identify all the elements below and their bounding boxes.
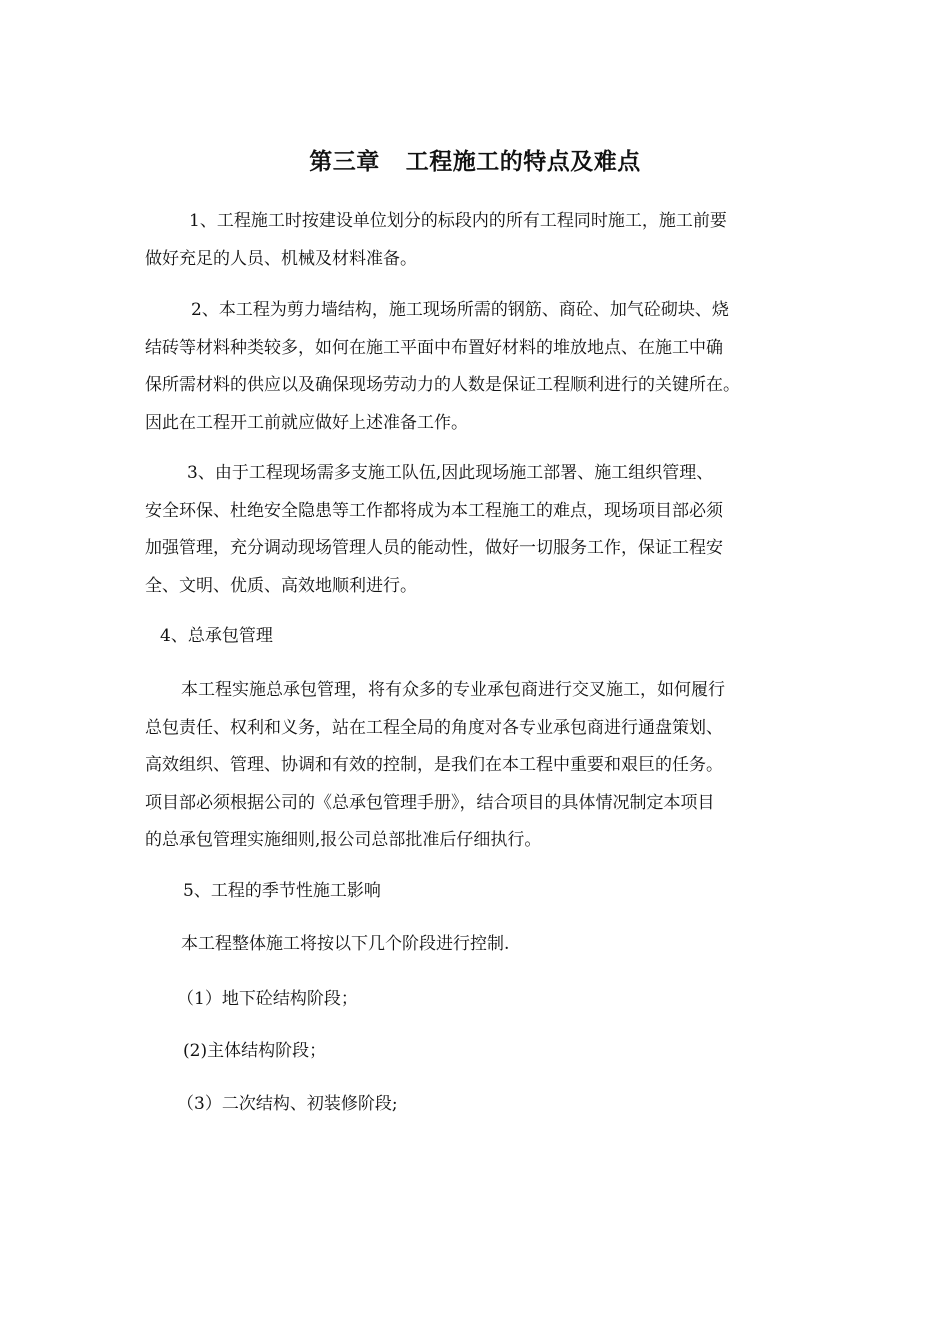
list-line: （3）二次结构、初装修阶段; [177, 1094, 398, 1114]
heading-line: 4、总承包管理 [160, 626, 273, 646]
paragraph-line: 的总承包管理实施细则,报公司总部批准后仔细执行。 [145, 830, 542, 850]
paragraph-line: 全、文明、优质、高效地顺利进行。 [145, 575, 417, 596]
paragraph-4 [145, 672, 825, 860]
list-item-2 [145, 1033, 825, 1071]
section-heading-5 [145, 873, 825, 911]
paragraph-line: 加强管理，充分调动现场管理人员的能动性，做好一切服务工作，保证工程安 [145, 538, 723, 558]
paragraph-line: 本工程实施总承包管理，将有众多的专业承包商进行交叉施工，如何履行 [181, 680, 725, 700]
list-line: (2)主体结构阶段； [183, 1041, 327, 1061]
list-item-1 [145, 981, 825, 1019]
paragraph-line: 总包责任、权利和义务，站在工程全局的角度对各专业承包商进行通盘策划、 [145, 717, 723, 738]
chapter-title [0, 142, 950, 182]
paragraph-line: 3、由于工程现场需多支施工队伍,因此现场施工部署、施工组织管理、 [187, 463, 714, 483]
section-heading-4 [145, 618, 825, 656]
chapter-number: 第三章 [309, 148, 380, 175]
paragraph-5 [145, 926, 825, 964]
list-line: （1）地下砼结构阶段； [177, 989, 358, 1009]
paragraph-3 [145, 455, 825, 605]
heading-line: 5、工程的季节性施工影响 [183, 881, 381, 901]
paragraph-1 [145, 203, 825, 278]
paragraph-line: 保所需材料的供应以及确保现场劳动力的人数是保证工程顺利进行的关键所在。 [145, 375, 740, 395]
paragraph-line: 项目部必须根据公司的《总承包管理手册》，结合项目的具体情况制定本项目 [145, 792, 715, 813]
paragraph-line: 安全环保、杜绝安全隐患等工作都将成为本工程施工的难点，现场项目部必须 [145, 500, 723, 521]
chapter-name: 工程施工的特点及难点 [405, 148, 641, 175]
paragraph-2 [145, 292, 825, 442]
paragraph-line: 2、本工程为剪力墙结构，施工现场所需的钢筋、商砼、加气砼砌块、烧 [191, 300, 729, 320]
paragraph-line: 做好充足的人员、机械及材料准备。 [145, 248, 417, 269]
paragraph-line: 结砖等材料种类较多，如何在施工平面中布置好材料的堆放地点、在施工中确 [145, 337, 723, 358]
paragraph-line: 高效组织、管理、协调和有效的控制，是我们在本工程中重要和艰巨的任务。 [145, 755, 723, 775]
list-item-3 [145, 1086, 825, 1124]
paragraph-line: 1、工程施工时按建设单位划分的标段内的所有工程同时施工，施工前要 [189, 211, 727, 231]
paragraph-line: 本工程整体施工将按以下几个阶段进行控制. [181, 934, 510, 954]
paragraph-line: 因此在工程开工前就应做好上述准备工作。 [145, 412, 468, 433]
